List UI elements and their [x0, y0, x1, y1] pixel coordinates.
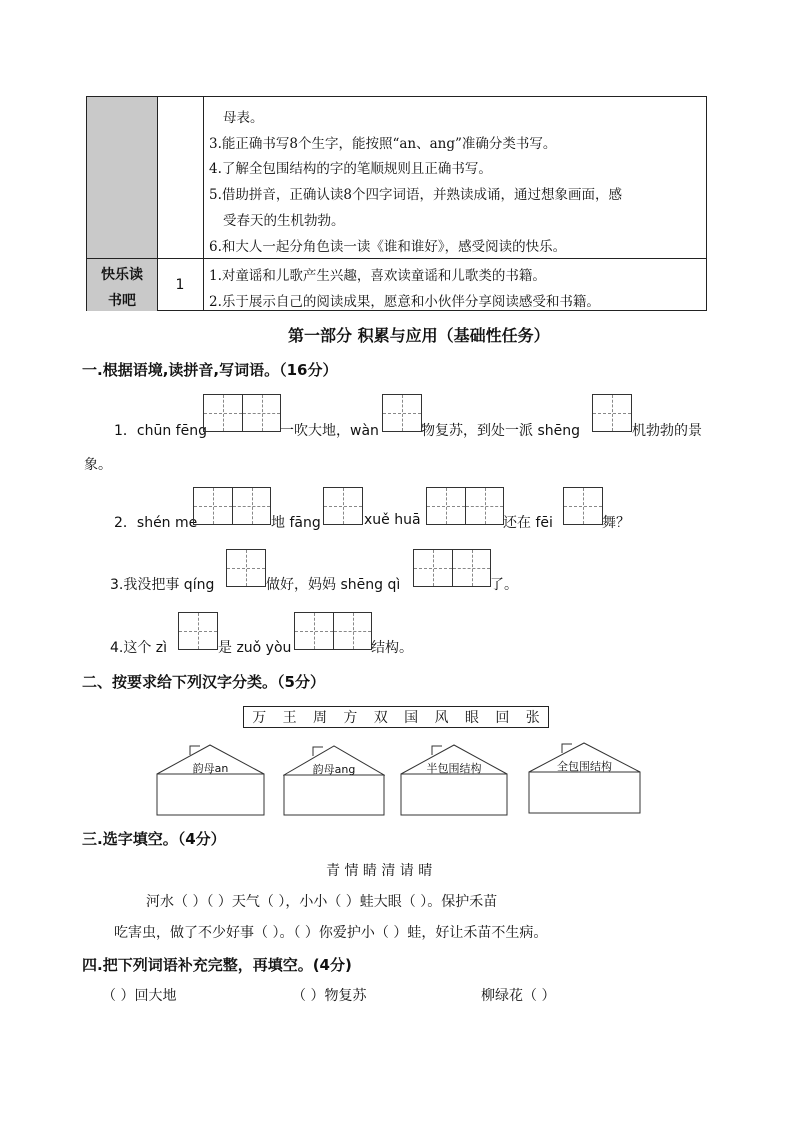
table-divider	[203, 97, 204, 310]
house-box-an[interactable]	[156, 744, 265, 816]
answer-grid[interactable]	[382, 394, 422, 432]
table-shaded-cell	[87, 97, 157, 258]
q1-text: 一吹大地，wàn	[280, 423, 379, 439]
table-text: 受春天的生机勃勃。	[223, 213, 345, 229]
q2-text: 还在 fēi	[503, 515, 553, 531]
table-text: 5.借助拼音，正确认读8个四字词语，并熟读成诵，通过想象画面，感	[209, 187, 622, 203]
idiom-item: （ ）物复苏	[292, 988, 367, 1004]
house-label: 半包围结构	[426, 762, 482, 775]
answer-grid[interactable]	[226, 549, 266, 587]
table-text: 4.了解全包围结构的字的笔顺规则且正确书写。	[209, 161, 492, 177]
table-divider	[87, 258, 706, 259]
q2-text: 地 fāng	[271, 515, 321, 531]
idiom-item: 柳绿花（ ）	[481, 988, 556, 1004]
section4-heading: 四.把下列词语补充完整，再填空。(4分)	[82, 956, 352, 974]
house-box-half[interactable]	[400, 744, 508, 816]
section1-heading: 一.根据语境,读拼音,写词语。（16分）	[82, 361, 338, 379]
char-item: 眼	[464, 710, 479, 726]
house-icon	[528, 742, 641, 814]
q4-text: 结构。	[371, 640, 413, 656]
q2-text: xuě huā	[364, 512, 421, 528]
q4-text: 是 zuǒ yòu	[218, 640, 292, 656]
q3-text: 3.我没把事 qíng	[110, 577, 215, 593]
char-item: 王	[282, 710, 297, 726]
row-label: 书吧	[108, 293, 136, 309]
row-count: 1	[175, 277, 185, 293]
answer-grid[interactable]	[592, 394, 632, 432]
q1-text: 机勃勃的景	[632, 423, 702, 439]
section2-heading: 二、按要求给下列汉字分类。（5分）	[82, 673, 325, 691]
char-item: 万	[252, 710, 267, 726]
house-icon	[400, 744, 508, 816]
table-text: 母表。	[223, 110, 264, 126]
char-item: 张	[525, 710, 540, 726]
q3-text: 做好，妈妈 shēng qì	[266, 577, 401, 593]
q1-text: 1．chūn fēng	[114, 423, 207, 439]
house-icon	[283, 745, 385, 816]
answer-grid[interactable]	[426, 487, 504, 525]
idiom-item: （ ）回大地	[102, 988, 177, 1004]
answer-grid[interactable]	[294, 612, 372, 650]
q1-text: 物复苏，到处一派 shēng	[421, 423, 580, 439]
part-title: 第一部分 积累与应用（基础性任务）	[288, 326, 550, 345]
house-box-ang[interactable]	[283, 745, 385, 816]
objectives-table	[86, 96, 707, 311]
house-label: 韵母ang	[312, 763, 356, 776]
answer-grid[interactable]	[413, 549, 491, 587]
fill-line: 吃害虫，做了不少好事（ ）。（ ）你爱护小（ ）蛙，好让禾苗不生病。	[114, 925, 548, 941]
char-list	[243, 706, 549, 728]
char-item: 方	[343, 710, 358, 726]
table-text: 2.乐于展示自己的阅读成果，愿意和小伙伴分享阅读感受和书籍。	[209, 294, 600, 310]
house-box-full[interactable]	[528, 742, 641, 814]
char-item: 回	[495, 710, 510, 726]
q4-text: 4.这个 zì	[110, 640, 168, 656]
answer-grid[interactable]	[323, 487, 363, 525]
table-text: 1.对童谣和儿歌产生兴趣，喜欢读童谣和儿歌类的书籍。	[209, 268, 546, 284]
table-text: 6.和大人一起分角色读一读《谁和谁好》，感受阅读的快乐。	[209, 239, 567, 255]
char-item: 周	[312, 710, 327, 726]
answer-grid[interactable]	[193, 487, 271, 525]
char-item: 国	[404, 710, 419, 726]
option-chars: 青 情 睛 清 请 晴	[326, 863, 433, 879]
row-label: 快乐读	[101, 267, 143, 283]
answer-grid[interactable]	[203, 394, 281, 432]
q3-text: 了。	[490, 577, 518, 593]
section3-heading: 三.选字填空。（4分）	[82, 830, 226, 848]
fill-line: 河水（ ）（ ）天气（ ），小小（ ）蛙大眼（ ）。保护禾苗	[146, 894, 498, 910]
q2-text: 2．shén me	[114, 515, 198, 531]
table-text: 3.能正确书写8个生字，能按照“an、ang”准确分类书写。	[209, 136, 557, 152]
house-label: 韵母an	[192, 762, 229, 775]
house-icon	[156, 744, 265, 816]
q1-text: 象。	[84, 457, 112, 473]
answer-grid[interactable]	[563, 487, 603, 525]
char-item: 双	[373, 710, 388, 726]
answer-grid[interactable]	[178, 612, 218, 650]
q2-text: 舞？	[602, 515, 630, 531]
house-label: 全包围结构	[557, 760, 612, 773]
char-item: 风	[434, 710, 449, 726]
